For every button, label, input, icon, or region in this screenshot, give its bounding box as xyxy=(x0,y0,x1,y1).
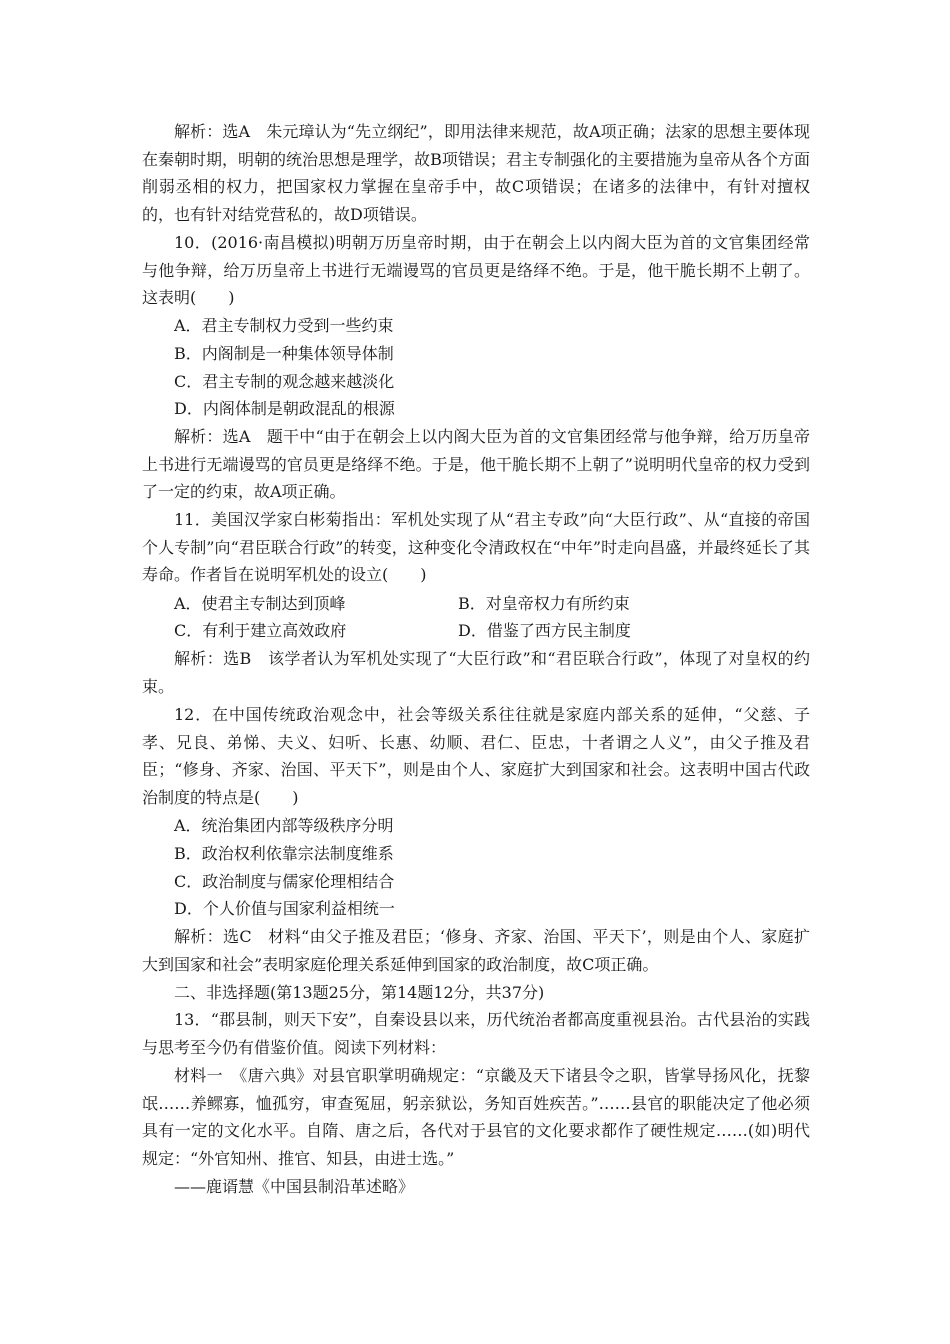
q9-analysis: 解析：选A 朱元璋认为“先立纲纪”，即用法律来规范，故A项正确；法家的思想主要体现在秦朝时期，明朝的统治思想是理学，故B项错误；君主专制强化的主要措施为皇帝从各个方面削弱丞相的权力，把国家权力掌握在皇帝手中，故C项错误；在诸多的法律中，有针对擅权的，也有针对结党营私的，故D项错误。 xyxy=(142,122,810,224)
q12-option-c: C．政治制度与儒家伦理相结合 xyxy=(174,872,395,891)
q10-option-d: D．内阁体制是朝政混乱的根源 xyxy=(174,399,395,418)
q10-option-c: C．君主专制的观念越来越淡化 xyxy=(174,372,395,391)
q10-option-b: B．内阁制是一种集体领导体制 xyxy=(174,344,394,363)
q13-material-1: 材料一 《唐六典》对县官职掌明确规定：“京畿及天下诸县令之职，皆掌导扬风化，抚黎氓……养鳏寡，恤孤穷，审查冤屈，躬亲狱讼，务知百姓疾苦。”……县官的职能决定了他必须具有一定的文化水平。自隋、唐之后，各代对于县官的文化要求都作了硬性规定……(如)明代规定：“外官知州、推官、知县，由进士选。” xyxy=(142,1066,810,1168)
section-heading: 二、非选择题(第13题25分，第14题12分，共37分) xyxy=(174,983,545,1002)
q11-option-a: A．使君主专制达到顶峰 xyxy=(174,594,346,613)
q11-option-b: B．对皇帝权力有所约束 xyxy=(458,594,630,613)
q12-analysis: 解析：选C 材料“由父子推及君臣；‘修身、齐家、治国、平天下’，则是由个人、家庭扩大到国家和社会”表明家庭伦理关系延伸到国家的政治制度，故C项正确。 xyxy=(142,927,810,974)
q13-stem: 13．“郡县制，则天下安”，自秦设县以来，历代统治者都高度重视县治。古代县治的实践与思考至今仍有借鉴价值。阅读下列材料： xyxy=(142,1010,810,1057)
q11-option-d: D．借鉴了西方民主制度 xyxy=(458,621,631,640)
q12-option-d: D．个人价值与国家利益相统一 xyxy=(174,899,395,918)
q12-option-b: B．政治权利依靠宗法制度维系 xyxy=(174,844,394,863)
q13-material-1-source: ——鹿谞慧《中国县制沿革述略》 xyxy=(174,1177,415,1196)
q11-stem: 11．美国汉学家白彬菊指出：军机处实现了从“君主专政”向“大臣行政”、从“直接的帝国个人专制”向“君臣联合行政”的转变，这种变化令清政权在“中年”时走向昌盛，并最终延长了其寿命。作者旨在说明军机处的设立( ) xyxy=(142,510,810,585)
q11-option-c: C．有利于建立高效政府 xyxy=(174,621,347,640)
q12-option-a: A．统治集团内部等级秩序分明 xyxy=(174,816,394,835)
q12-stem: 12．在中国传统政治观念中，社会等级关系往往就是家庭内部关系的延伸，“父慈、子孝、兄良、弟悌、夫义、妇听、长惠、幼顺、君仁、臣忠，十者谓之人义”，由父子推及君臣；“修身、齐家、治国、平天下”，则是由个人、家庭扩大到国家和社会。这表明中国古代政治制度的特点是( ) xyxy=(142,705,810,807)
q10-stem: 10．(2016·南昌模拟)明朝万历皇帝时期，由于在朝会上以内阁大臣为首的文官集团经常与他争辩，给万历皇帝上书进行无端谩骂的官员更是络绎不绝。于是，他干脆长期不上朝了。这表明( ) xyxy=(142,233,810,308)
q11-analysis: 解析：选B 该学者认为军机处实现了“大臣行政”和“君臣联合行政”，体现了对皇权的约束。 xyxy=(142,649,810,696)
q10-option-a: A．君主专制权力受到一些约束 xyxy=(174,316,394,335)
q10-analysis: 解析：选A 题干中“由于在朝会上以内阁大臣为首的文官集团经常与他争辩，给万历皇帝上书进行无端谩骂的官员更是络绎不绝。于是，他干脆长期不上朝了”说明明代皇帝的权力受到了一定的约束，故A项正确。 xyxy=(142,427,810,502)
